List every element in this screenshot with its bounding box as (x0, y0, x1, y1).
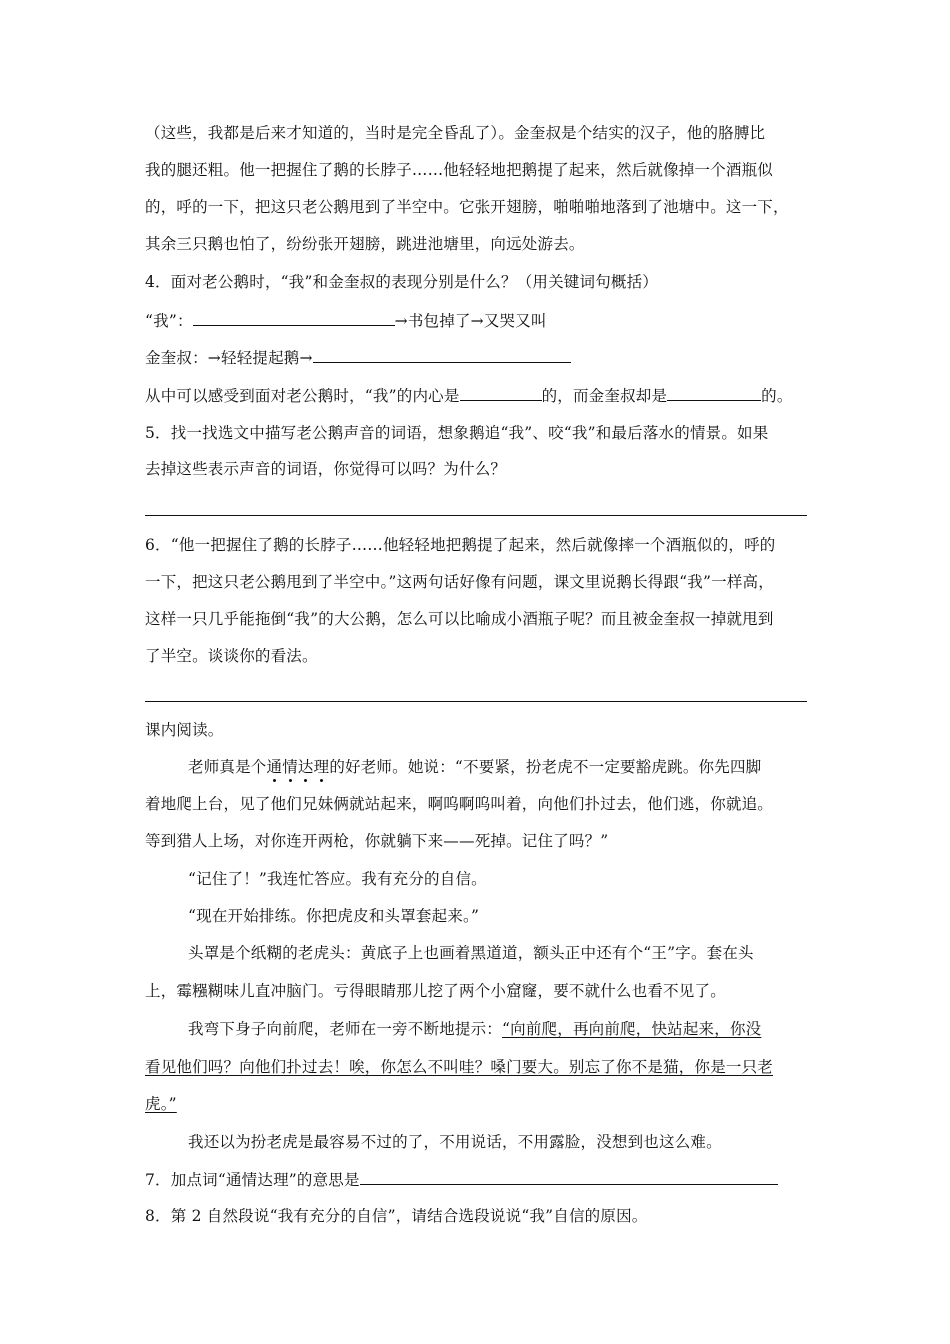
passage2-para6: 我还以为扮老虎是最容易不过的了，不用说话，不用露脸，没想到也这么难。 (188, 1133, 722, 1151)
section-title: 课内阅读。 (145, 721, 224, 739)
passage2-para5-line3 (145, 1094, 807, 1114)
my-feeling-blank[interactable] (460, 385, 542, 401)
passage2-para1-line1 (188, 757, 808, 777)
question-4-kui-row (145, 347, 807, 368)
passage2-para1-line2: 着地爬上台，见了他们兄妹俩就站起来，啊呜啊呜叫着，向他们扑过去，他们逃，你就追。 (145, 795, 774, 813)
passage1-line-1: （这些，我都是后来才知道的，当时是完全昏乱了）。金奎叔是个结实的汉子，他的胳膊比 (145, 124, 766, 142)
question-7-text: 7．加点词“通情达理”的意思是 (145, 1171, 360, 1189)
question-6-answer-line[interactable] (145, 701, 807, 702)
kui-answer-blank[interactable] (313, 347, 571, 363)
passage1-line-2: 我的腿还粗。他一把握住了鹅的长脖子……他轻轻地把鹅提了起来，然后就像掉一个酒瓶似 (145, 161, 774, 179)
passage2-para4-line1: 头罩是个纸糊的老虎头：黄底子上也画着黑道道，额头正中还有个“王”字。套在头 (188, 944, 754, 962)
para5-underlined-b: 看见他们吗？向他们扑过去！唉，你怎么不叫哇？嗓门要大。别忘了你不是猫，你是一只老 (145, 1058, 774, 1076)
passage2-para2: “记住了！”我连忙答应。我有充分的自信。 (188, 870, 487, 888)
question-4-me-row (145, 310, 807, 331)
question-5-line-2: 去掉这些表示声音的词语，你觉得可以吗？为什么？ (145, 460, 507, 478)
passage1-line-3: 的，呼的一下，把这只老公鹅甩到了半空中。它张开翅膀，啪啪啪地落到了池塘中。这一下， (145, 198, 789, 216)
question-6-line-4: 了半空。谈谈你的看法。 (145, 647, 318, 665)
dotted-char: 情 (282, 758, 298, 776)
question-8-text: 8．第 2 自然段说“我有充分的自信”，请结合选段说说“我”自信的原因。 (145, 1207, 648, 1225)
para5-text-a: 我弯下身子向前爬，老师在一旁不断地提示： (188, 1020, 503, 1038)
me-answer-blank[interactable] (193, 310, 395, 326)
kui-feeling-blank[interactable] (667, 385, 761, 401)
passage2-para3: “现在开始排练。你把虎皮和头罩套起来。” (188, 907, 480, 925)
question-7-row (145, 1169, 807, 1190)
passage2-para1-line3: 等到猎人上场，对你连开两枪，你就躺下来——死掉。记住了吗？” (145, 832, 609, 850)
para5-underlined-a: “向前爬，再向前爬，快站起来，你没 (502, 1020, 762, 1038)
question-4-feeling-row (145, 385, 807, 406)
feeling-text-c: 的。 (761, 387, 793, 405)
para1-text-a: 老师真是个 (188, 758, 267, 776)
me-label: “我”： (145, 312, 193, 330)
feeling-text-a: 从中可以感受到面对老公鹅时，“我”的内心是 (145, 387, 460, 405)
feeling-text-b: 的，而金奎叔却是 (541, 387, 668, 405)
para1-text-b: 的好老师。她说：“不要紧，扮老虎不一定要豁虎跳。你先四脚 (329, 758, 762, 776)
passage2-para5-line1 (188, 1019, 808, 1039)
dotted-char: 达 (297, 758, 314, 776)
question-6-line-3: 这样一只几乎能拖倒“我”的大公鹅，怎么可以比喻成小酒瓶子呢？而且被金奎叔一掉就甩到 (145, 610, 774, 628)
para5-underlined-c: 虎。” (145, 1095, 177, 1113)
dotted-char: 理 (313, 758, 330, 776)
passage2-para4-line2: 上，霉糨糊味儿直冲脑门。亏得眼睛那儿挖了两个小窟窿，要不就什么也看不见了。 (145, 982, 726, 1000)
dotted-char: 通 (266, 758, 283, 776)
question-4-title: 4．面对老公鹅时，“我”和金奎叔的表现分别是什么？（用关键词句概括） (145, 273, 659, 291)
kui-label: 金奎叔：→轻轻提起鹅→ (145, 349, 313, 367)
question-5-line-1: 5．找一找选文中描写老公鹅声音的词语，想象鹅追“我”、咬“我”和最后落水的情景。如果 (145, 424, 769, 442)
passage1-line-4: 其余三只鹅也怕了，纷纷张开翅膀，跳进池塘里，向远处游去。 (145, 235, 585, 253)
question-7-answer-blank[interactable] (360, 1169, 778, 1185)
question-5-answer-line[interactable] (145, 515, 807, 516)
question-6-line-1: 6．“他一把握住了鹅的长脖子……他轻轻地把鹅提了起来，然后就像摔一个酒瓶似的，呼的 (145, 536, 776, 554)
passage2-para5-line2 (145, 1057, 807, 1077)
me-tail: →书包掉了→又哭又叫 (394, 312, 547, 330)
question-6-line-2: 一下，把这只老公鹅甩到了半空中。”这两句话好像有问题，课文里说鹅长得跟“我”一样高， (145, 573, 774, 591)
